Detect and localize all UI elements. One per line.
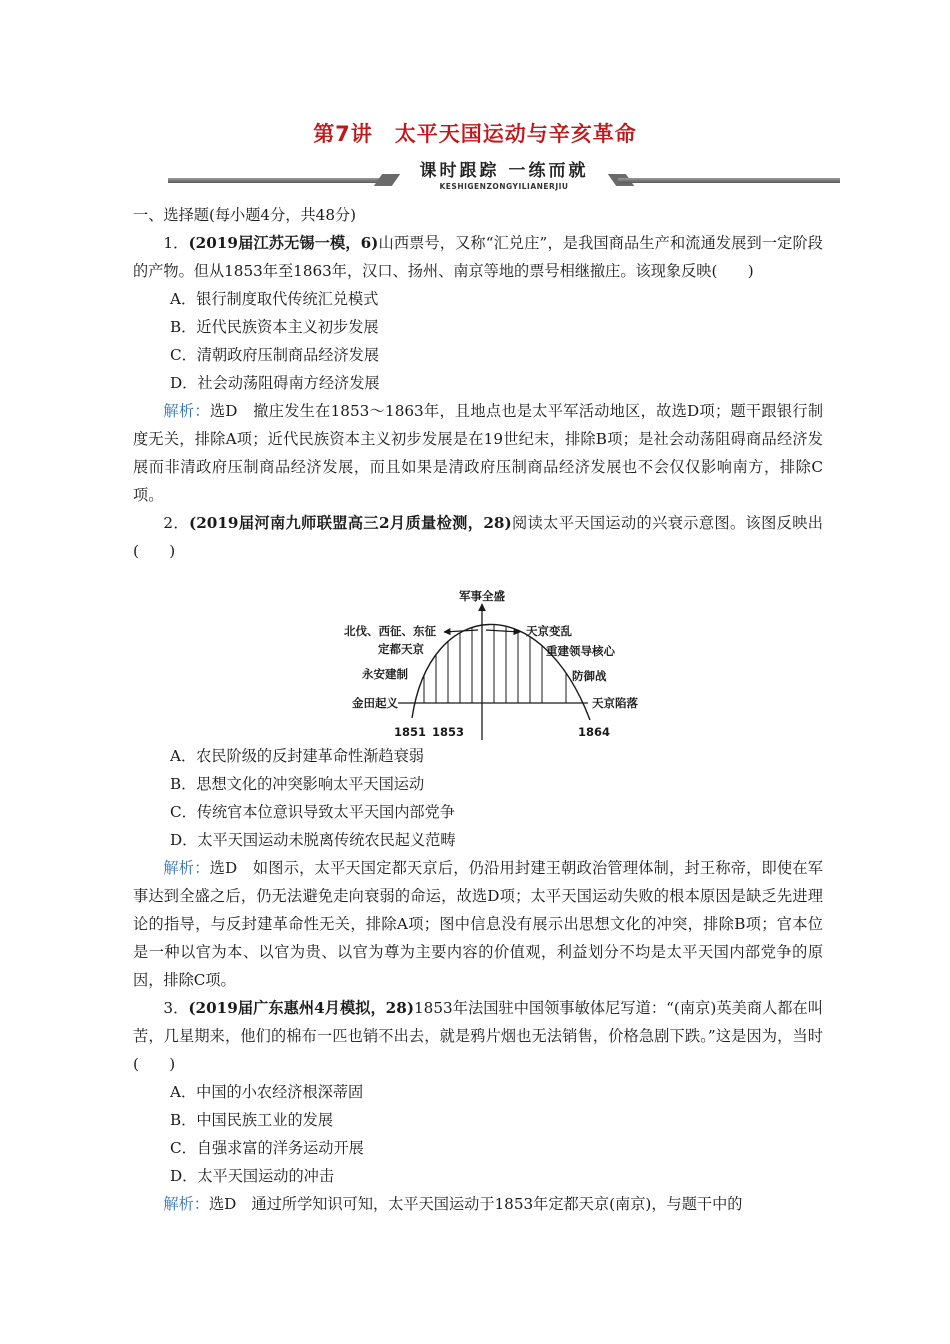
question-3-option-b: B．中国民族工业的发展: [170, 1111, 334, 1129]
right-label-3: 防御战: [572, 669, 607, 683]
question-2-stem: [133, 509, 823, 565]
analysis-label: 解析：: [163, 859, 210, 877]
x-tick-1851: 1851: [393, 725, 427, 739]
question-1-option-c: C．清朝政府压制商品经济发展: [170, 346, 380, 364]
question-1-option-a: A．银行制度取代传统汇兑模式: [170, 290, 379, 308]
arrow-right: [486, 630, 520, 632]
question-number: 1．: [163, 234, 189, 252]
analysis-text: 选D 通过所学知识可知，太平天国运动于1853年定都天京(南京)，与题干中的: [208, 1195, 743, 1213]
question-source: (2019届广东惠州4月模拟，28): [188, 999, 415, 1017]
question-number: 3．: [163, 999, 189, 1017]
analysis-label: 解析：: [163, 402, 210, 420]
question-1-option-d: D．社会动荡阻碍南方经济发展: [170, 374, 380, 392]
question-text: 山西票号，又称“汇兑庄”，是我国商品生产和流通发展到一定阶段的产物。但从1853年至1863年，汉口、扬州、南京等地的票号相继撤庄。该现象反映( ): [133, 234, 823, 280]
banner-center: [390, 160, 618, 196]
question-2-analysis: [133, 854, 823, 994]
page-title: 第7讲 太平天国运动与辛亥革命: [313, 122, 637, 146]
analysis-label: 解析：: [163, 1195, 209, 1213]
question-3-option-d: D．太平天国运动的冲击: [170, 1167, 335, 1185]
analysis-text: 选D 撤庄发生在1853～1863年，且地点也是太平军活动地区，故选D项；题干跟银行制度无关，排除A项；近代民族资本主义初步发展是在19世纪末，排除B项；是社会动荡阻碍商品经济发展而非清政府压制商品经济发展，而且如果是清政府压制商品经济发展也不会仅仅影响南方，排除C项。: [133, 402, 824, 504]
question-text: 1853年法国驻中国领事敏体尼写道：“(南京)英美商人都在叫苦，几星期来，他们的棉布一匹也销不出去，就是鸦片烟也无法销售，价格急剧下跌。”这是因为，当时( ): [133, 999, 823, 1073]
banner-pinyin: KESHIGENZONGYILIANERJIU: [439, 182, 569, 191]
question-2-option-a: A．农民阶级的反封建革命性渐趋衰弱: [170, 747, 424, 765]
question-2-option-b: B．思想文化的冲突影响太平天国运动: [170, 775, 425, 793]
question-block-1: [133, 201, 823, 565]
left-label-3: 永安建制: [362, 667, 408, 681]
right-label-1: 天京变乱: [526, 624, 572, 638]
left-label-1: 北伐、西征、东征: [344, 624, 436, 638]
trend-curve: [412, 624, 590, 720]
question-number: 2．: [163, 514, 190, 532]
x-tick-1853: 1853: [431, 725, 465, 739]
peak-label: 军事全盛: [459, 590, 505, 603]
question-source: (2019届河南九师联盟高三2月质量检测，28): [189, 514, 512, 532]
question-3-analysis: [133, 1190, 823, 1218]
question-3-option-c: C．自强求富的洋务运动开展: [170, 1139, 364, 1157]
banner-rule-right: [618, 178, 840, 183]
section-banner: [168, 160, 840, 196]
banner-rule-left: [168, 178, 390, 183]
question-2-option-c: C．传统官本位意识导致太平天国内部党争: [170, 803, 455, 821]
rise-fall-chart: [320, 590, 660, 742]
left-label-2: 定都天京: [378, 642, 424, 656]
question-1-stem: [133, 229, 823, 285]
right-label-4: 天京陷落: [592, 696, 638, 710]
question-1-option-b: B．近代民族资本主义初步发展: [170, 318, 379, 336]
question-2-option-d: D．太平天国运动未脱离传统农民起义范畴: [170, 831, 456, 849]
question-3-option-a: A．中国的小农经济根深蒂固: [170, 1083, 364, 1101]
question-source: (2019届江苏无锡一模，6): [188, 234, 379, 252]
question-block-2: [133, 742, 823, 1218]
x-tick-1864: 1864: [577, 725, 611, 739]
left-label-4: 金田起义: [352, 696, 398, 710]
question-1-analysis: [133, 397, 823, 509]
banner-title: 课时跟踪 一练而就: [419, 161, 589, 181]
section-heading: 一、选择题(每小题4分，共48分): [133, 206, 357, 224]
question-text: 阅读太平天国运动的兴衰示意图。该图反映出( ): [133, 514, 823, 560]
question-3-stem: [133, 994, 823, 1078]
right-label-2: 重建领导核心: [546, 644, 615, 658]
analysis-text: 选D 如图示，太平天国定都天京后，仍沿用封建王朝政治管理体制，封王称帝，即使在军事达到全盛之后，仍无法避免走向衰弱的命运，故选D项；太平天国运动失败的根本原因是缺乏先进理论的指导，与反封建革命性无关，排除A项；图中信息没有展示出思想文化的冲突，排除B项；官本位是一种以官为本、以官为贵、以官为尊为主要内容的价值观，利益划分不均是太平天国内部党争的原因，排除C项。: [133, 859, 823, 989]
